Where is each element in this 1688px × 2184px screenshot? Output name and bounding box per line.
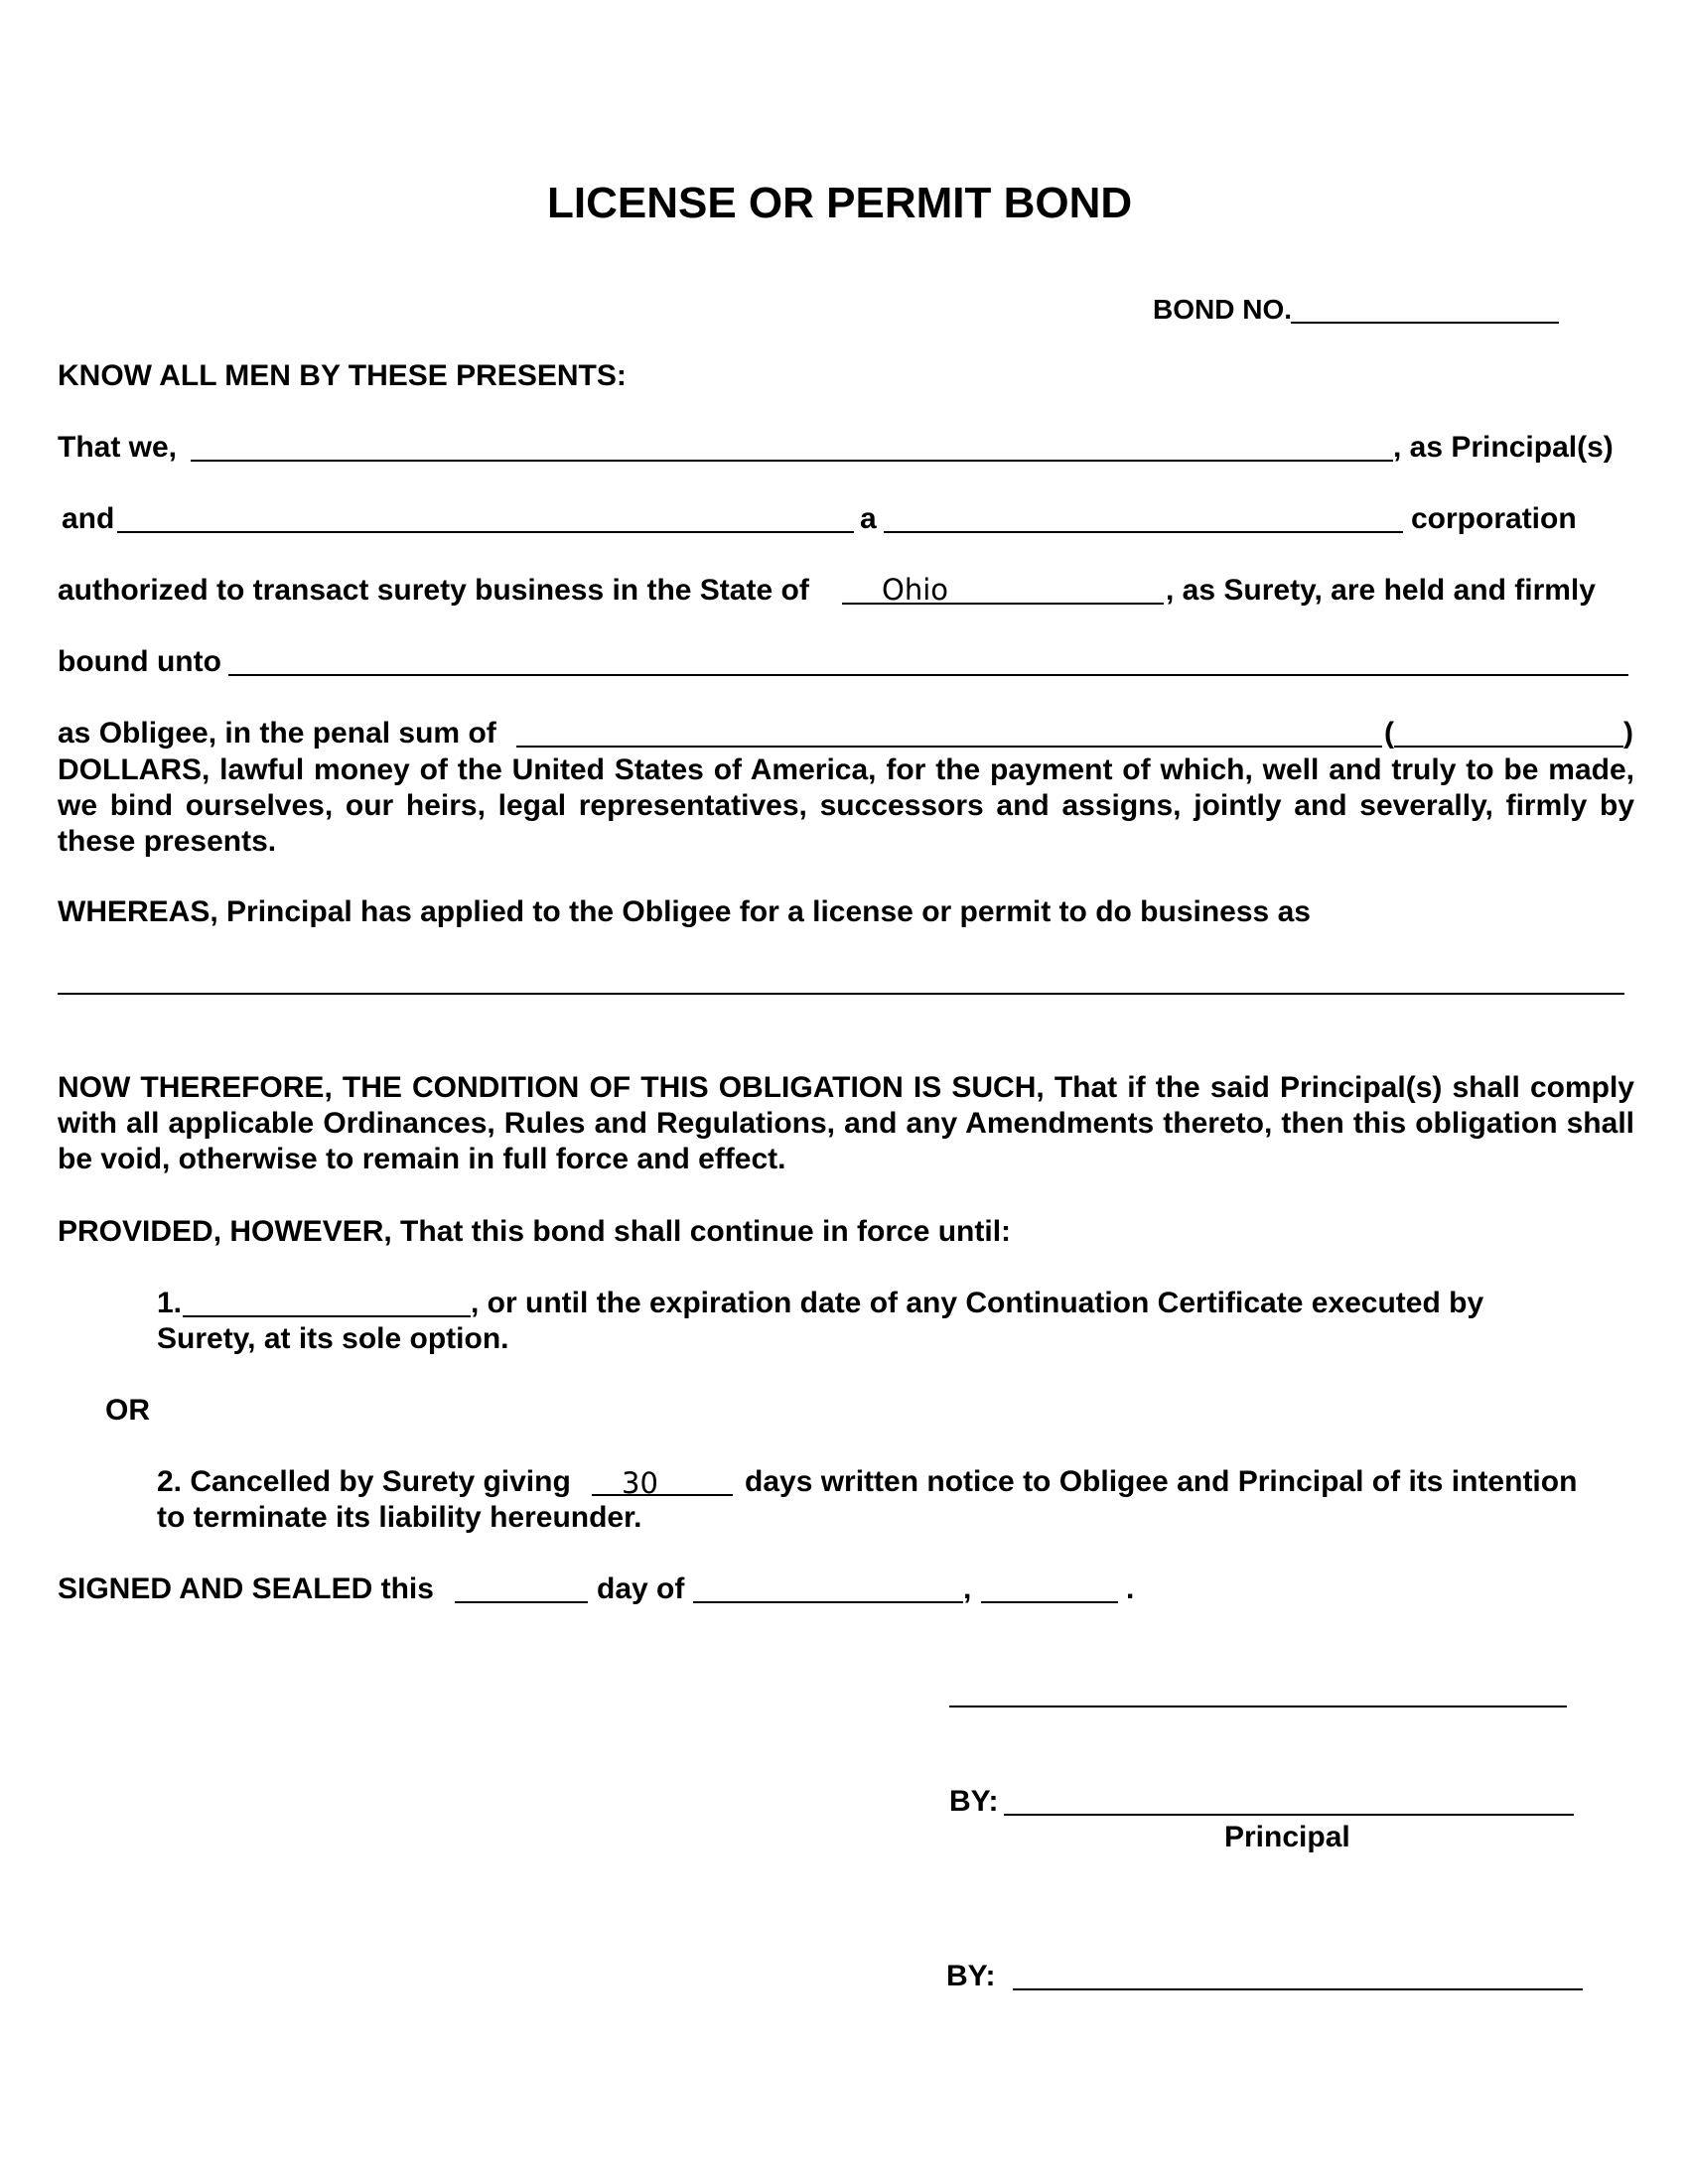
that-we-label: That we, — [58, 431, 178, 464]
signed-day-field[interactable] — [455, 1601, 588, 1603]
period-label: . — [1126, 1572, 1135, 1605]
or-label: OR — [105, 1394, 150, 1427]
notice-days-value: 30 — [622, 1466, 658, 1500]
signed-sealed-label: SIGNED AND SEALED this — [58, 1572, 434, 1605]
authorized-text: authorized to transact surety business in the State of — [58, 574, 809, 607]
now-therefore-paragraph: NOW THEREFORE, THE CONDITION OF THIS OBLIGATION IS SUCH, That if the said Principal(s) shall comply with all applicable Ordinances, Rules and Regulations, and any Amendments thereto, then this obligation shall be void, otherwise to remain in full force and effect. — [58, 1071, 1634, 1175]
principal-name-signature-line[interactable] — [949, 1706, 1567, 1707]
provided-text: PROVIDED, HOWEVER, That this bond shall continue in force until: — [58, 1215, 1012, 1248]
paren-open: ( — [1384, 717, 1394, 750]
page-title: LICENSE OR PERMIT BOND — [547, 179, 1133, 227]
obligee-field[interactable] — [228, 674, 1628, 676]
expiration-date-field[interactable] — [183, 1315, 471, 1317]
surety-state-value: Ohio — [882, 573, 949, 607]
and-label: and — [62, 502, 115, 535]
day-of-label: day of — [597, 1572, 685, 1605]
a-label: a — [860, 502, 877, 535]
surety-name-field[interactable] — [117, 531, 854, 533]
notice-days-field[interactable] — [592, 1494, 733, 1496]
comma-label: , — [963, 1572, 972, 1605]
as-obligee-label: as Obligee, in the penal sum of — [58, 717, 496, 750]
principal-label: Principal — [1224, 1821, 1350, 1853]
paren-close: ) — [1623, 717, 1633, 750]
corporation-state-field[interactable] — [884, 531, 1403, 533]
whereas-text: WHEREAS, Principal has applied to the Obligee for a license or permit to do business as — [58, 895, 1311, 928]
signed-month-field[interactable] — [693, 1601, 963, 1603]
bound-unto-label: bound unto — [58, 645, 221, 678]
penal-sum-amount-field[interactable] — [1394, 746, 1623, 748]
bond-no-field[interactable] — [1291, 322, 1559, 324]
dollars-paragraph: DOLLARS, lawful money of the United States of America, for the payment of which, well and truly to be made, we bind ourselves, our heirs, legal representatives, successors and assigns, jointly and severally, firmly by these presents. — [58, 753, 1634, 858]
bond-no-label: BOND NO. — [1153, 294, 1292, 325]
as-principal-label: , as Principal(s) — [1393, 431, 1614, 464]
item2-text: 2. Cancelled by Surety giving — [157, 1465, 571, 1498]
item1-number: 1. — [157, 1287, 183, 1319]
know-all-heading: KNOW ALL MEN BY THESE PRESENTS: — [58, 359, 627, 392]
principal-name-field[interactable] — [191, 460, 1393, 462]
business-name-field[interactable] — [58, 993, 1624, 995]
surety-signature-field[interactable] — [1013, 1988, 1583, 1990]
item2-line2: to terminate its liability hereunder. — [157, 1501, 642, 1534]
item1-line2: Surety, at its sole option. — [157, 1322, 509, 1355]
by-label-principal: BY: — [949, 1785, 999, 1818]
by-label-surety: BY: — [946, 1960, 996, 1992]
penal-sum-words-field[interactable] — [516, 746, 1382, 748]
item2-after-text: days written notice to Obligee and Principal of its intention — [745, 1465, 1578, 1498]
corporation-label: corporation — [1411, 502, 1577, 535]
item1-text: , or until the expiration date of any Continuation Certificate executed by — [471, 1287, 1484, 1319]
principal-signature-field[interactable] — [1004, 1814, 1574, 1816]
as-surety-label: , as Surety, are held and firmly — [1166, 574, 1596, 607]
signed-year-field[interactable] — [981, 1601, 1118, 1603]
